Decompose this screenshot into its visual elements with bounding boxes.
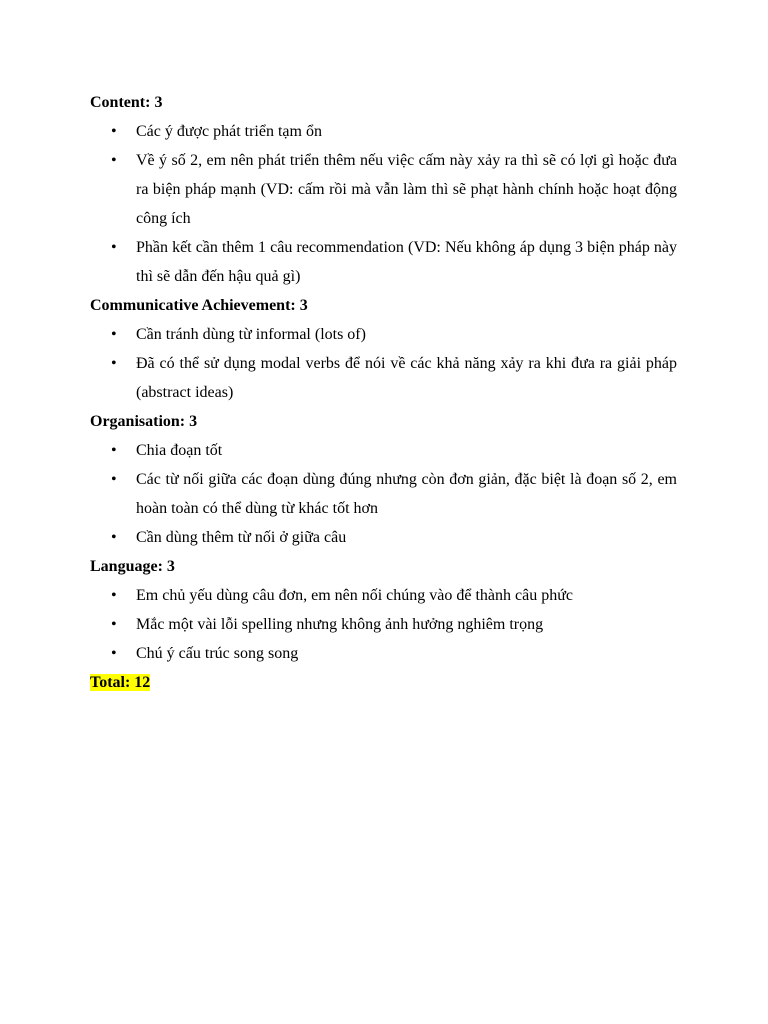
list-item — [90, 436, 677, 465]
list-item — [90, 523, 677, 552]
bullet-icon: • — [111, 587, 117, 604]
list-item — [90, 465, 677, 523]
list-item — [90, 233, 677, 291]
list-item — [90, 610, 677, 639]
document-body — [90, 88, 677, 697]
list-item — [90, 146, 677, 233]
list-item-text: Phần kết cần thêm 1 câu recommendation (VD: Nếu không áp dụng 3 biện pháp này thì sẽ dẫn đến hậu quả gì) — [136, 239, 677, 285]
organisation-bullet-list — [90, 436, 677, 552]
total-score-text: Total: 12 — [90, 674, 151, 691]
bullet-icon: • — [111, 355, 117, 372]
bullet-icon: • — [111, 616, 117, 633]
bullet-icon: • — [111, 471, 117, 488]
bullet-icon: • — [111, 645, 117, 662]
section-heading-communicative-achievement: Communicative Achievement: 3 — [90, 297, 308, 314]
bullet-icon: • — [111, 123, 117, 140]
bullet-icon: • — [111, 239, 117, 256]
list-item-text: Chia đoạn tốt — [136, 442, 223, 459]
list-item-text: Chú ý cấu trúc song song — [136, 645, 299, 662]
list-item — [90, 117, 677, 146]
list-item-text: Các ý được phát triển tạm ổn — [136, 123, 322, 140]
list-item — [90, 349, 677, 407]
list-item-text: Mắc một vài lỗi spelling nhưng không ảnh hưởng nghiêm trọng — [136, 616, 544, 633]
language-bullet-list — [90, 581, 677, 668]
total-score — [90, 668, 150, 697]
list-item-text: Các từ nối giữa các đoạn dùng đúng nhưng còn đơn giản, đặc biệt là đoạn số 2, em hoàn toàn có thể dùng từ khác tốt hơn — [136, 471, 677, 517]
bullet-icon: • — [111, 442, 117, 459]
list-item-text: Cần tránh dùng từ informal (lots of) — [136, 326, 366, 343]
bullet-icon: • — [111, 529, 117, 546]
section-heading-content: Content: 3 — [90, 94, 163, 111]
list-item — [90, 639, 677, 668]
list-item-text: Đã có thể sử dụng modal verbs để nói về các khả năng xảy ra khi đưa ra giải pháp (abstract ideas) — [136, 355, 677, 401]
content-bullet-list — [90, 117, 677, 291]
list-item-text: Cần dùng thêm từ nối ở giữa câu — [136, 529, 347, 546]
bullet-icon: • — [111, 326, 117, 343]
communicative-achievement-bullet-list — [90, 320, 677, 407]
section-heading-organisation: Organisation: 3 — [90, 413, 198, 430]
section-heading-language: Language: 3 — [90, 558, 175, 575]
list-item — [90, 320, 677, 349]
list-item-text: Em chủ yếu dùng câu đơn, em nên nối chúng vào để thành câu phức — [136, 587, 574, 604]
list-item-text: Về ý số 2, em nên phát triển thêm nếu việc cấm này xảy ra thì sẽ có lợi gì hoặc đưa ra biện pháp mạnh (VD: cấm rồi mà vẫn làm thì sẽ phạt hành chính hoặc hoạt động công ích — [136, 152, 677, 227]
bullet-icon: • — [111, 152, 117, 169]
list-item — [90, 581, 677, 610]
